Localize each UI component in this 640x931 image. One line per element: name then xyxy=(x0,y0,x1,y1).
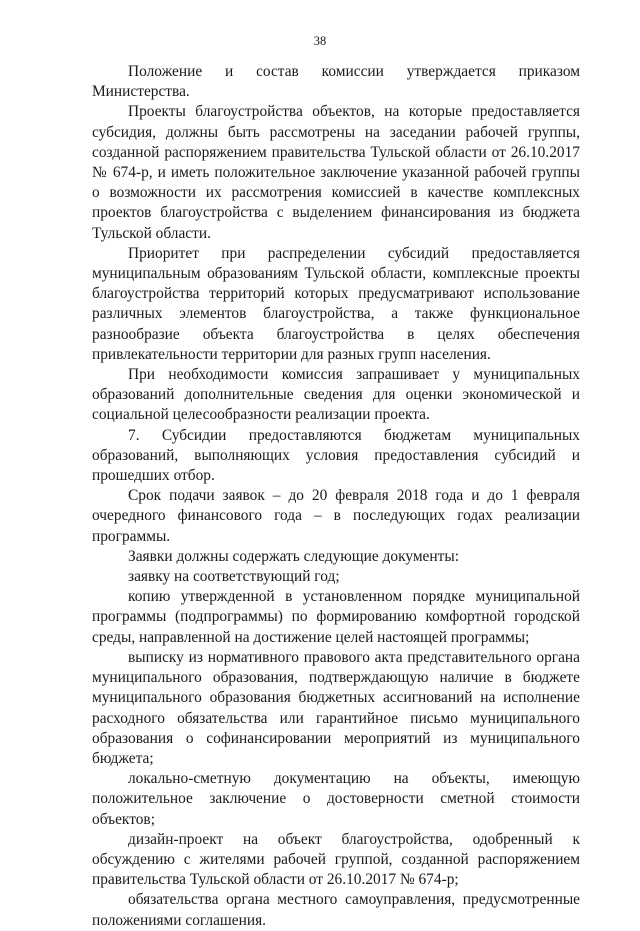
list-item-obligations: обязательства органа местного самоуправления, предусмотренные положениями соглашения. xyxy=(92,891,580,929)
list-item-design-project: дизайн-проект на объект благоустройства, одобренный к обсуждению с жителями рабочей группой, созданной распоряжением правительства Тульской области от 26.10.2017 № 674-р; xyxy=(92,830,580,889)
paragraph-documents-intro: Заявки должны содержать следующие документы: xyxy=(128,547,459,565)
list-item-estimate-docs: локально-сметную документацию на объекты, имеющую положительное заключение о достоверности сметной стоимости объектов; xyxy=(92,770,580,828)
list-item-budget-extract: выписку из нормативного правового акта представительного органа муниципального образования, подтверждающую наличие в бюджете муниципального образования бюджетных ассигнований на исполнение расходного обязательства или гарантийное письмо муниципального образования о софинансировании мероприятий из муниципального бюджета; xyxy=(92,648,580,767)
page-number: 38 xyxy=(313,34,327,48)
document-body xyxy=(92,62,580,931)
paragraph-additional-info: При необходимости комиссия запрашивает у муниципальных образований дополнительные сведения для оценки экономической и социальной целесообразности реализации проекта. xyxy=(92,366,580,424)
paragraph-project-review: Проекты благоустройства объектов, на которые предоставляется субсидия, должны быть рассмотрены на заседании рабочей группы, созданной распоряжением правительства Тульской области от 26.10.2017 № 674-р, и иметь положительное заключение указанной рабочей группы о возможности их рассмотрения комиссией в качестве комплексных проектов благоустройства с выделением финансирования из бюджета Тульской области. xyxy=(92,103,580,242)
list-item-application: заявку на соответствующий год; xyxy=(128,568,340,586)
paragraph-deadline: Срок подачи заявок – до 20 февраля 2018 года и до 1 февраля очередного финансового года – в последующих годах реализации программы. xyxy=(92,487,580,545)
paragraph-priority: Приоритет при распределении субсидий предоставляется муниципальным образованиям Тульской области, комплексные проекты благоустройства территорий которых предусматривают использование различных элементов благоустройства, а также функциональное разнообразие объекта благоустройства в целях обеспечения привлекательности территории для разных групп населения. xyxy=(92,244,580,363)
paragraph-commission-approval: Положение и состав комиссии утверждается приказом Министерства. xyxy=(92,63,580,101)
list-item-program-copy: копию утвержденной в установленном порядке муниципальной программы (подпрограммы) по формированию комфортной городской среды, направленной на достижение целей настоящей программы; xyxy=(92,588,580,646)
paragraph-clause-7: 7. Субсидии предоставляются бюджетам муниципальных образований, выполняющих условия предоставления субсидий и прошедших отбор. xyxy=(92,426,580,485)
